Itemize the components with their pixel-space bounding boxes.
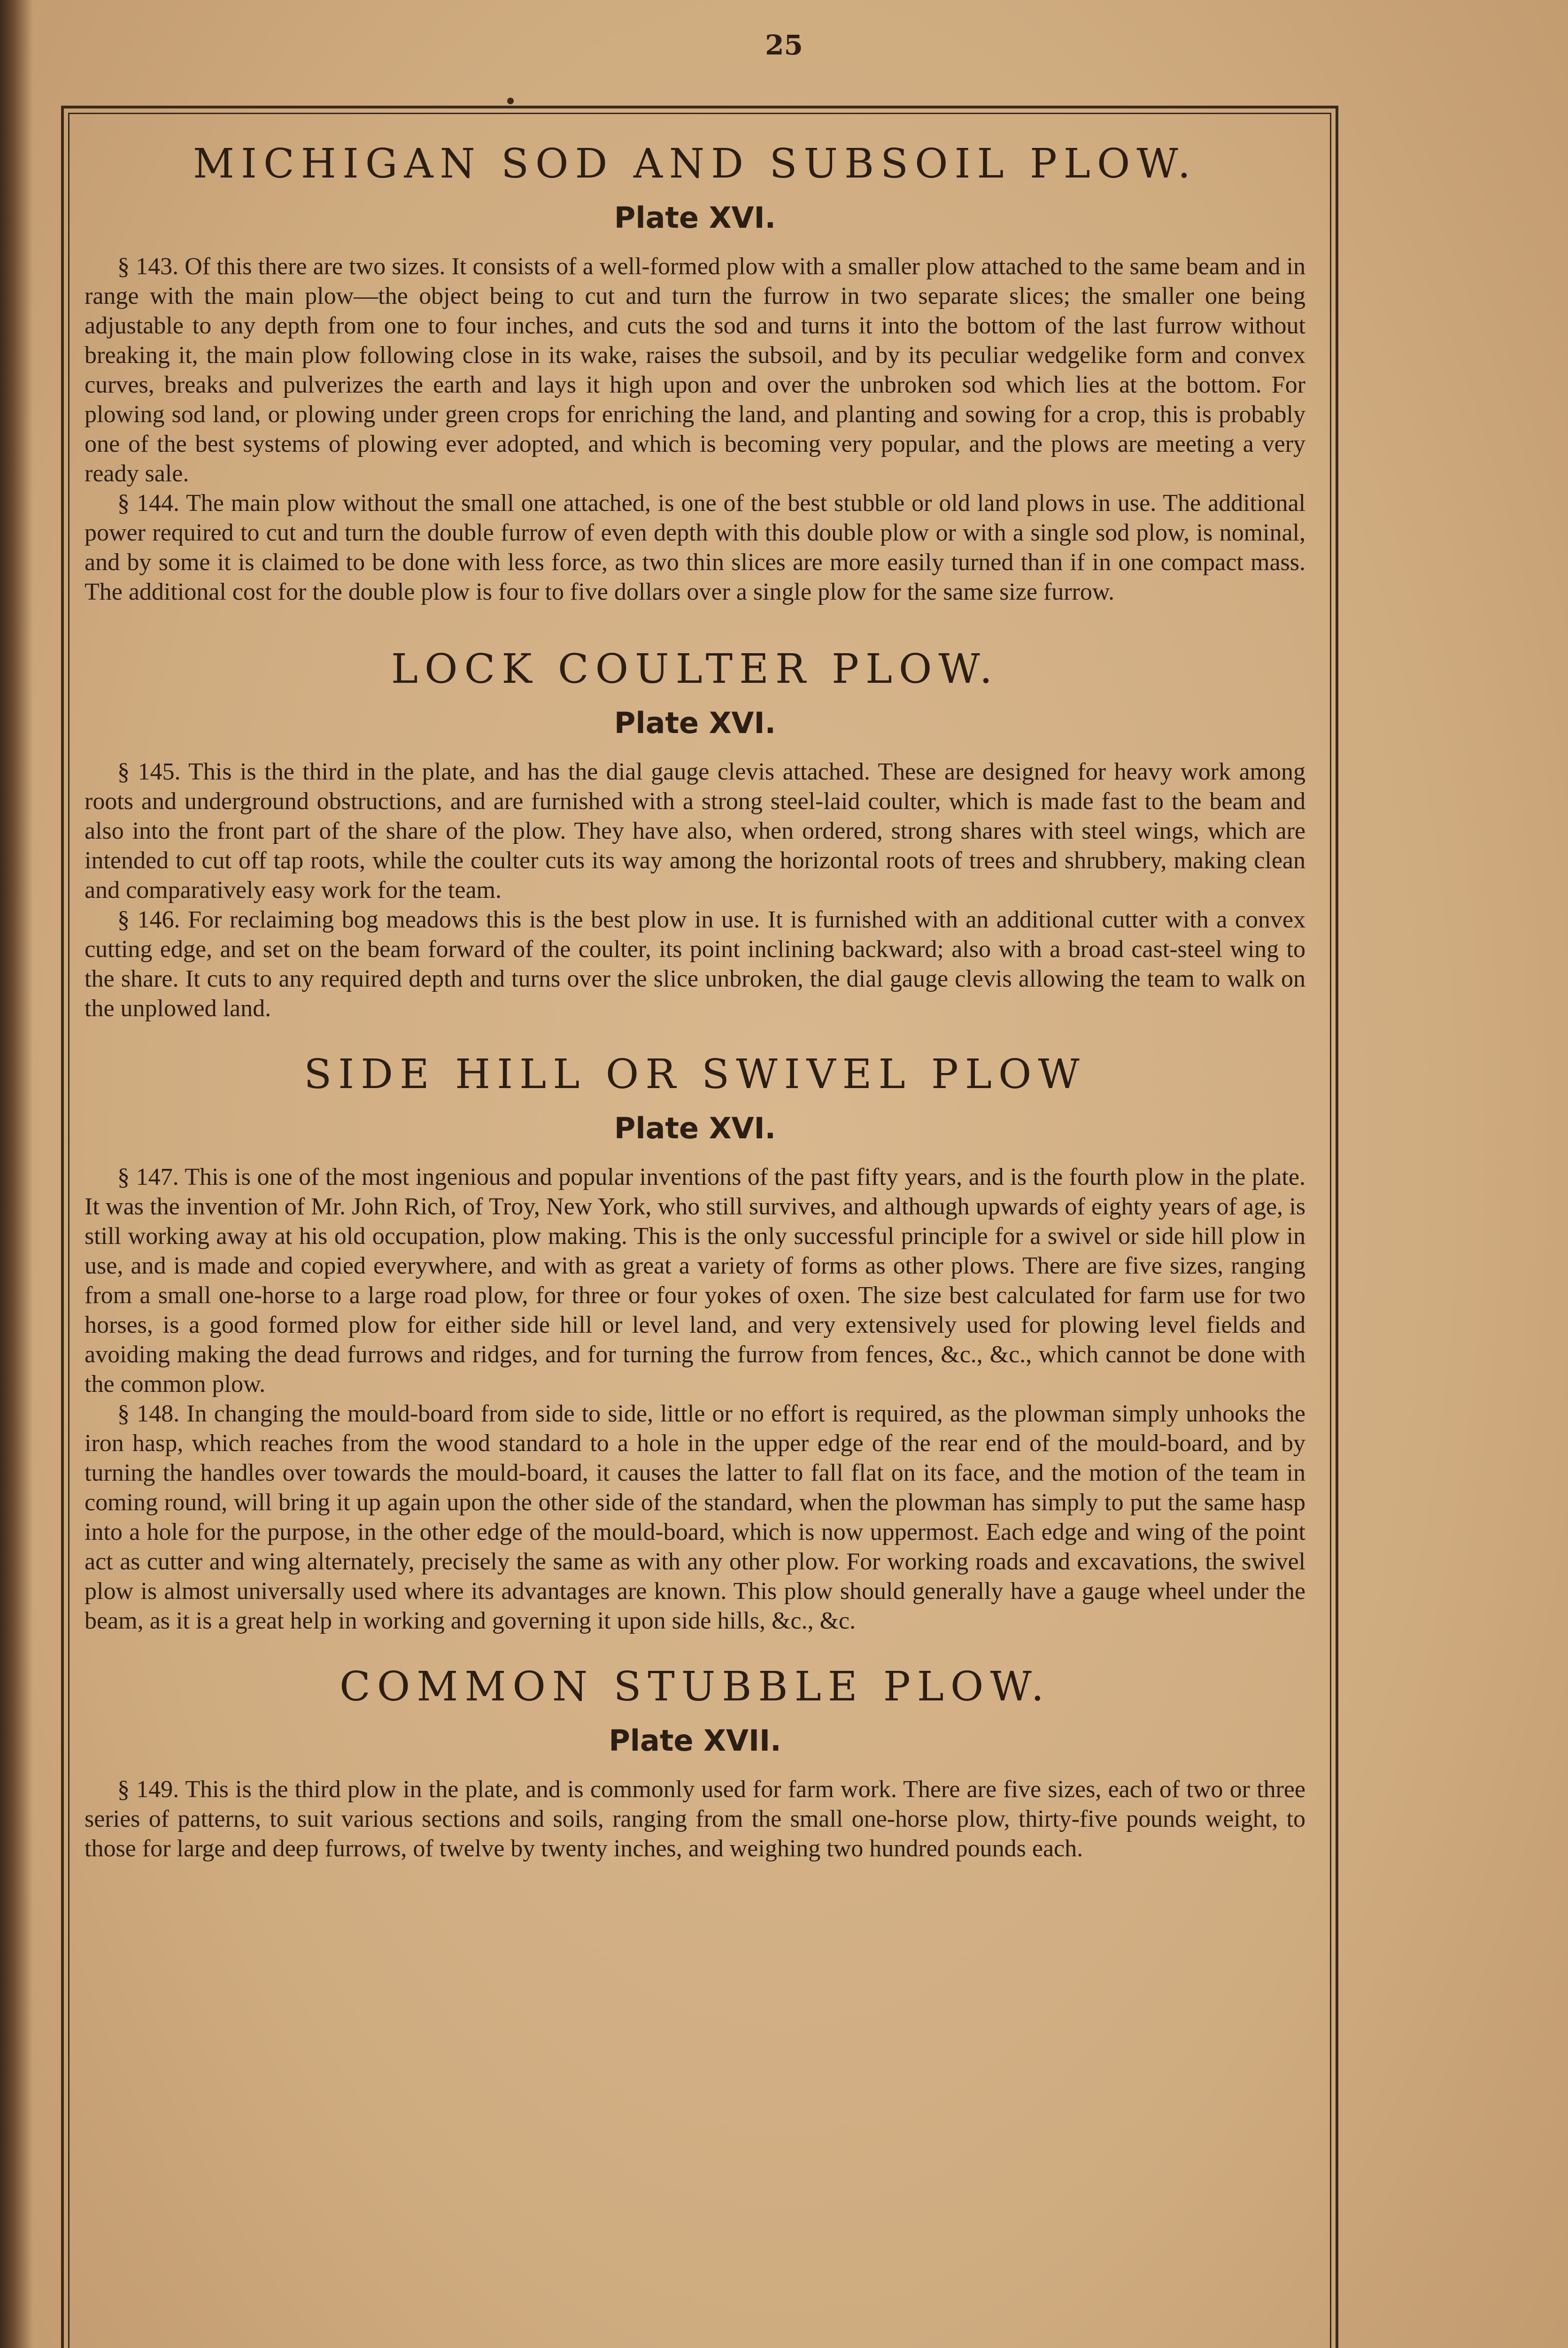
section-michigan-sod-subsoil-plow	[85, 141, 1305, 607]
plate-reference: Plate XVI.	[614, 200, 776, 235]
paragraph-147: § 147. This is one of the most ingenious and popular inventions of the past fifty years, and is the fourth plow in the plate. It was the invention of Mr. John Rich, of Troy, New York, who still survives, and although upwards of eighty years of age, is still working away at his old occupation, plow making. This is the only successful principle for a swivel or side hill plow in use, and is made and copied everywhere, and with as great a variety of forms as other plows. There are five sizes, ranging from a small one-horse to a large road plow, for three or four yokes of oxen. The size best calculated for farm use for two horses, is a good formed plow for either side hill or level land, and very extensively used for plowing level fields and avoiding making the dead furrows and ridges, and for turning the furrow from fences, &c., &c., which cannot be done with the common plow.	[85, 1163, 1305, 1398]
section-heading: SIDE HILL OR SWIVEL PLOW	[304, 1050, 1086, 1098]
section-heading: COMMON STUBBLE PLOW.	[339, 1663, 1051, 1710]
section-side-hill-swivel-plow	[85, 1051, 1305, 1636]
paragraph-149: § 149. This is the third plow in the plate, and is commonly used for farm work. There are five sizes, each of two or three series of patterns, to suit various sections and soils, ranging from the small one-horse plow, thirty-five pounds weight, to those for large and deep furrows, of twelve by twenty inches, and weighing two hundred pounds each.	[85, 1776, 1305, 1862]
plate-reference: Plate XVI.	[614, 705, 776, 740]
paragraph-143: § 143. Of this there are two sizes. It consists of a well-formed plow with a smaller plow attached to the same beam and in range with the main plow—the object being to cut and turn the furrow in two separate slices; the smaller one being adjustable to any depth from one to four inches, and cuts the sod and turns it into the bottom of the last furrow without breaking it, the main plow following close in its wake, raises the subsoil, and by its peculiar wedgelike form and convex curves, breaks and pulverizes the earth and lays it high upon and over the unbroken sod which lies at the bottom. For plowing sod land, or plowing under green crops for enriching the land, and planting and sowing for a crop, this is probably one of the best systems of plowing ever adopted, and which is becoming very popular, and the plows are meeting a very ready sale.	[85, 253, 1305, 487]
paragraph-146: § 146. For reclaiming bog meadows this is the best plow in use. It is furnished with an additional cutter with a convex cutting edge, and set on the beam forward of the coulter, its point inclining backward; also with a broad cast-steel wing to the share. It cuts to any required depth and turns over the slice unbroken, the dial gauge clevis allowing the team to walk on the unplowed land.	[85, 906, 1305, 1022]
section-heading: LOCK COULTER PLOW.	[391, 645, 999, 693]
paragraph-144: § 144. The main plow without the small one attached, is one of the best stubble or old land plows in use. The additional power required to cut and turn the double furrow of even depth with this double plow or with a single sod plow, is nominal, and by some it is claimed to be done with less force, as two thin slices are more easily turned than if in one compact mass. The additional cost for the double plow is four to five dollars over a single plow for the same size furrow.	[85, 489, 1305, 605]
section-lock-coulter-plow	[85, 646, 1305, 1023]
page-content	[85, 141, 1305, 1863]
page-number: 25	[765, 29, 803, 61]
plate-reference: Plate XVII.	[609, 1723, 781, 1758]
paragraph-148: § 148. In changing the mould-board from side to side, little or no effort is required, as the plowman simply unhooks the iron hasp, which reaches from the wood standard to a hole in the upper edge of the rear end of the mould-board, and by turning the handles over towards the mould-board, it causes the latter to fall flat on its face, and the motion of the team in coming round, will bring it up again upon the other side of the standard, when the plowman has simply to put the same hasp into a hole for the purpose, in the other edge of the mould-board, which is now uppermost. Each edge and wing of the point act as cutter and wing alternately, precisely the same as with any other plow. For working roads and excavations, the swivel plow is almost universally used where its advantages are known. This plow should generally have a gauge wheel under the beam, as it is a great help in working and governing it upon side hills, &c., &c.	[85, 1400, 1305, 1634]
plate-reference: Plate XVI.	[614, 1111, 776, 1145]
book-spine-shadow	[0, 0, 33, 2348]
section-heading: MICHIGAN SOD AND SUBSOIL PLOW.	[193, 140, 1197, 187]
section-common-stubble-plow	[85, 1664, 1305, 1863]
paragraph-145: § 145. This is the third in the plate, and has the dial gauge clevis attached. These are designed for heavy work among roots and underground obstructions, and are furnished with a strong steel-laid coulter, which is made fast to the beam and also into the front part of the share of the plow. They have also, when ordered, strong shares with steel wings, which are intended to cut off tap roots, while the coulter cuts its way among the horizontal roots of trees and shrubbery, making clean and comparatively easy work for the team.	[85, 758, 1305, 904]
ink-dot	[507, 98, 514, 104]
